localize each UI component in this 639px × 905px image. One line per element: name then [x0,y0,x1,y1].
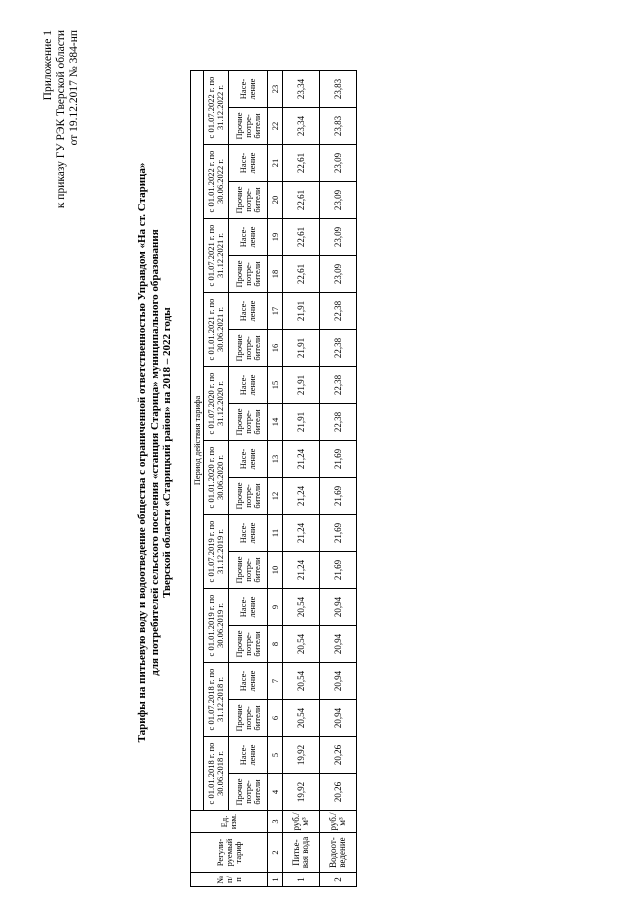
period-10: с 01.07.2022 г. по 31.12.2022 г. [204,71,229,145]
period-4: с 01.07.2019 г. по 31.12.2019 г. [204,515,229,589]
sub-header-other-consumers: Прочие потре-бители [229,256,268,293]
tariff-value: 21,69 [320,441,357,478]
column-number-row [268,71,283,887]
period-6: с 01.07.2020 г. по 31.12.2020 г. [204,367,229,441]
table-row [320,71,357,887]
tariff-value: 22,61 [283,256,320,293]
column-number: 7 [268,663,283,700]
sub-header-population: Насе-ление [229,589,268,626]
consumer-header-row [229,71,268,887]
sub-header-population: Насе-ление [229,367,268,404]
tariff-value: 21,24 [283,515,320,552]
row-unit: руб./м³ [283,811,320,833]
column-number: 6 [268,700,283,737]
tariff-value: 23,83 [320,108,357,145]
header-period: Период действия тарифа [191,71,204,811]
sub-header-other-consumers: Прочие потре-бители [229,626,268,663]
column-number: 4 [268,774,283,811]
tariff-value: 22,61 [283,145,320,182]
table-row [283,71,320,887]
document-title [136,0,174,905]
tariff-value: 21,24 [283,441,320,478]
tariff-table [190,70,357,887]
tariff-value: 21,91 [283,404,320,441]
header-unit: Ед. изм. [191,811,268,833]
row-unit: руб./м³ [320,811,357,833]
sub-header-other-consumers: Прочие потре-бители [229,478,268,515]
period-7: с 01.01.2021 г. по 30.06.2021 г. [204,293,229,367]
column-number: 12 [268,478,283,515]
tariff-value: 20,54 [283,626,320,663]
tariff-value: 21,91 [283,293,320,330]
tariff-value: 23,09 [320,256,357,293]
sub-header-population: Насе-ление [229,441,268,478]
column-number: 23 [268,71,283,108]
column-number: 18 [268,256,283,293]
period-3: с 01.01.2019 г. по 30.06.2019 г. [204,589,229,663]
column-number: 17 [268,293,283,330]
tariff-value: 23,34 [283,108,320,145]
column-number: 5 [268,737,283,774]
column-number: 11 [268,515,283,552]
column-number: 19 [268,219,283,256]
sub-header-other-consumers: Прочие потре-бители [229,700,268,737]
sub-header-other-consumers: Прочие потре-бители [229,404,268,441]
tariff-value: 22,38 [320,330,357,367]
sub-header-population: Насе-ление [229,663,268,700]
row-tariff-name: Водоот-ведение [320,833,357,873]
tariff-value: 21,69 [320,478,357,515]
row-number: 2 [320,873,357,887]
tariff-value: 23,09 [320,182,357,219]
column-number: 8 [268,626,283,663]
sub-header-population: Насе-ление [229,145,268,182]
sub-header-other-consumers: Прочие потре-бители [229,774,268,811]
tariff-value: 20,26 [320,737,357,774]
tariff-value: 21,24 [283,552,320,589]
column-number: 9 [268,589,283,626]
sub-header-population: Насе-ление [229,293,268,330]
column-number: 1 [268,873,283,887]
tariff-value: 20,94 [320,700,357,737]
sub-header-other-consumers: Прочие потре-бители [229,552,268,589]
sub-header-population: Насе-ление [229,219,268,256]
tariff-value: 22,38 [320,367,357,404]
appendix-header [42,30,81,208]
tariff-value: 20,26 [320,774,357,811]
sub-header-other-consumers: Прочие потре-бители [229,330,268,367]
tariff-value: 23,09 [320,219,357,256]
tariff-value: 22,61 [283,219,320,256]
row-tariff-name: Питье-вая вода [283,833,320,873]
period-1: с 01.01.2018 г. по 30.06.2018 г. [204,737,229,811]
appendix-line-3: от 19.12.2017 № 384-нп [68,30,80,146]
tariff-value: 19,92 [283,774,320,811]
column-number: 10 [268,552,283,589]
column-number: 21 [268,145,283,182]
tariff-value: 22,38 [320,293,357,330]
tariff-value: 20,54 [283,589,320,626]
tariff-value: 20,54 [283,700,320,737]
column-number: 13 [268,441,283,478]
period-5: с 01.01.2020 г. по 30.06.2020 г. [204,441,229,515]
period-8: с 01.07.2021 г. по 31.12.2021 г. [204,219,229,293]
title-line-2: для потребителей сельского поселения «станция Старица» муниципального образования [148,229,161,676]
period-header-row [204,71,229,887]
column-number: 3 [268,811,283,833]
sub-header-population: Насе-ление [229,515,268,552]
tariff-value: 23,83 [320,71,357,108]
tariff-value: 21,69 [320,552,357,589]
tariff-value: 20,54 [283,663,320,700]
header-tariff: Регули-руемый тариф [191,833,268,873]
tariff-value: 20,94 [320,663,357,700]
column-number: 20 [268,182,283,219]
appendix-line-1: Приложение 1 [42,30,54,101]
tariff-value: 23,09 [320,145,357,182]
title-line-1: Тарифы на питьевую воду и водоотведение общества с ограниченной ответственностью Управдом «На ст. Старица» [136,162,148,743]
tariff-value: 21,91 [283,367,320,404]
appendix-line-2: к приказу ГУ РЭК Тверской области [55,30,67,209]
tariff-value: 21,91 [283,330,320,367]
tariff-value: 22,61 [283,182,320,219]
title-line-3: Тверской области «Старицкий район» на 2018 – 2022 годы [161,307,173,598]
period-2: с 01.07.2018 г. по 31.12.2018 г. [204,663,229,737]
tariff-value: 21,69 [320,515,357,552]
row-number: 1 [283,873,320,887]
column-number: 14 [268,404,283,441]
header-no: № п/п [191,873,268,887]
tariff-value: 21,24 [283,478,320,515]
sub-header-other-consumers: Прочие потре-бители [229,182,268,219]
column-number: 2 [268,833,283,873]
tariff-value: 19,92 [283,737,320,774]
sub-header-population: Насе-ление [229,737,268,774]
tariff-value: 20,94 [320,626,357,663]
sub-header-other-consumers: Прочие потре-бители [229,108,268,145]
column-number: 16 [268,330,283,367]
tariff-value: 22,38 [320,404,357,441]
sub-header-population: Насе-ление [229,71,268,108]
tariff-value: 23,34 [283,71,320,108]
tariff-value: 20,94 [320,589,357,626]
column-number: 15 [268,367,283,404]
period-9: с 01.01.2022 г. по 30.06.2022 г. [204,145,229,219]
column-number: 22 [268,108,283,145]
